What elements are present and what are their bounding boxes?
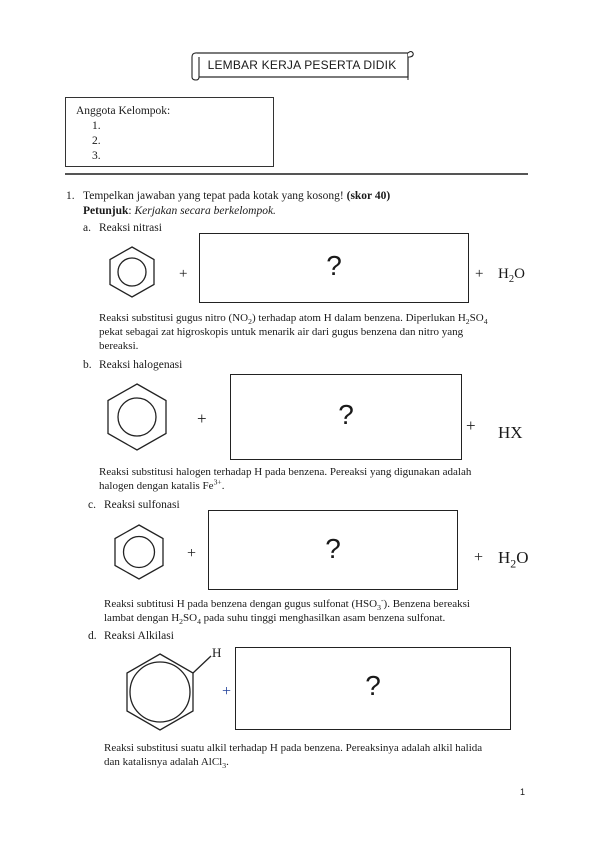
desc-line: bereaksi.	[99, 340, 139, 352]
divider	[65, 173, 528, 175]
plus-sign: +	[179, 266, 188, 282]
part-d-letter: d.	[88, 630, 97, 642]
benzene-with-h-icon	[116, 646, 226, 736]
part-a-title: Reaksi nitrasi	[99, 222, 162, 234]
question-text	[83, 189, 528, 203]
plus-sign: +	[466, 416, 476, 435]
group-members-box	[65, 97, 274, 167]
answer-box-d[interactable]	[235, 647, 511, 730]
plus-sign: +	[474, 549, 484, 566]
desc-line: Reaksi subtitusi H pada benzena dengan gugus sulfonat $(HSO_3^-)$. Benzena bereaksi	[104, 595, 470, 613]
desc-line: pekat sebagai zat higroskopis untuk menarik air dari gugus benzena dan nitro yang	[99, 326, 464, 338]
part-b-description	[99, 465, 528, 493]
member-item: 2.	[92, 135, 101, 147]
hint-text: Kerjakan secara berkelompok.	[134, 205, 276, 217]
benzene-ring-icon	[111, 522, 167, 582]
part-b-title: Reaksi halogenasi	[99, 359, 183, 371]
product-water: $H_2O$	[498, 548, 529, 571]
desc-line: Reaksi substitusi gugus nitro $(NO_2)$ terhadap atom H dalam benzena. Diperlukan $H_2SO_4$	[99, 312, 488, 327]
plus-sign: +	[222, 683, 232, 700]
answer-placeholder: ?	[326, 250, 342, 281]
answer-placeholder: ?	[338, 399, 354, 430]
plus-sign: +	[187, 545, 197, 562]
plus-sign: +	[197, 409, 207, 428]
answer-box-b[interactable]	[230, 374, 462, 460]
part-a-letter: a.	[83, 222, 91, 234]
page-title: LEMBAR KERJA PESERTA DIDIK	[207, 58, 397, 72]
part-c-title: Reaksi sulfonasi	[104, 499, 180, 511]
product-water: $H_2O$	[498, 266, 525, 285]
desc-line: dan katalisnya adalah AlCl$_3$.	[104, 756, 229, 771]
desc-line: Reaksi substitusi halogen terhadap H pada benzena. Pereaksi yang digunakan adalah	[99, 466, 472, 478]
part-c-letter: c.	[88, 499, 96, 511]
answer-box-a[interactable]	[199, 233, 469, 303]
desc-line: lambat dengan $H_2SO_4$ pada suhu tinggi menghasilkan asam benzena sulfonat.	[104, 612, 446, 627]
member-item: 3.	[92, 150, 101, 162]
answer-placeholder: ?	[365, 670, 381, 701]
product-hx: HX	[498, 423, 523, 442]
question-number: 1.	[66, 190, 75, 202]
desc-line: Reaksi substitusi suatu alkil terhadap H pada benzena. Pereaksinya adalah alkil halida	[104, 742, 483, 754]
hydrogen-label: H	[212, 645, 222, 660]
benzene-ring-icon	[106, 244, 158, 300]
desc-line: halogen dengan katalis $Fe^{3+}$.	[99, 477, 225, 492]
title-banner	[190, 49, 414, 81]
question-score: (skor 40)	[346, 190, 391, 202]
answer-box-c[interactable]	[208, 510, 458, 590]
hint-label: Petunjuk	[83, 205, 129, 217]
answer-placeholder: ?	[325, 533, 341, 564]
question-hint: Petunjuk: Kerjakan secara berkelompok.	[83, 205, 276, 217]
plus-sign: +	[475, 266, 484, 282]
part-d-description	[104, 741, 528, 769]
part-d-title: Reaksi Alkilasi	[104, 630, 174, 642]
part-c-description	[104, 597, 528, 625]
part-a-description	[99, 311, 528, 353]
member-item: 1.	[92, 120, 101, 132]
group-members-label: Anggota Kelompok:	[76, 105, 171, 117]
page-number: 1	[520, 787, 526, 797]
question-instruction: Tempelkan jawaban yang tepat pada kotak yang kosong!	[83, 190, 344, 202]
benzene-ring-icon	[104, 381, 170, 453]
part-b-letter: b.	[83, 359, 92, 371]
